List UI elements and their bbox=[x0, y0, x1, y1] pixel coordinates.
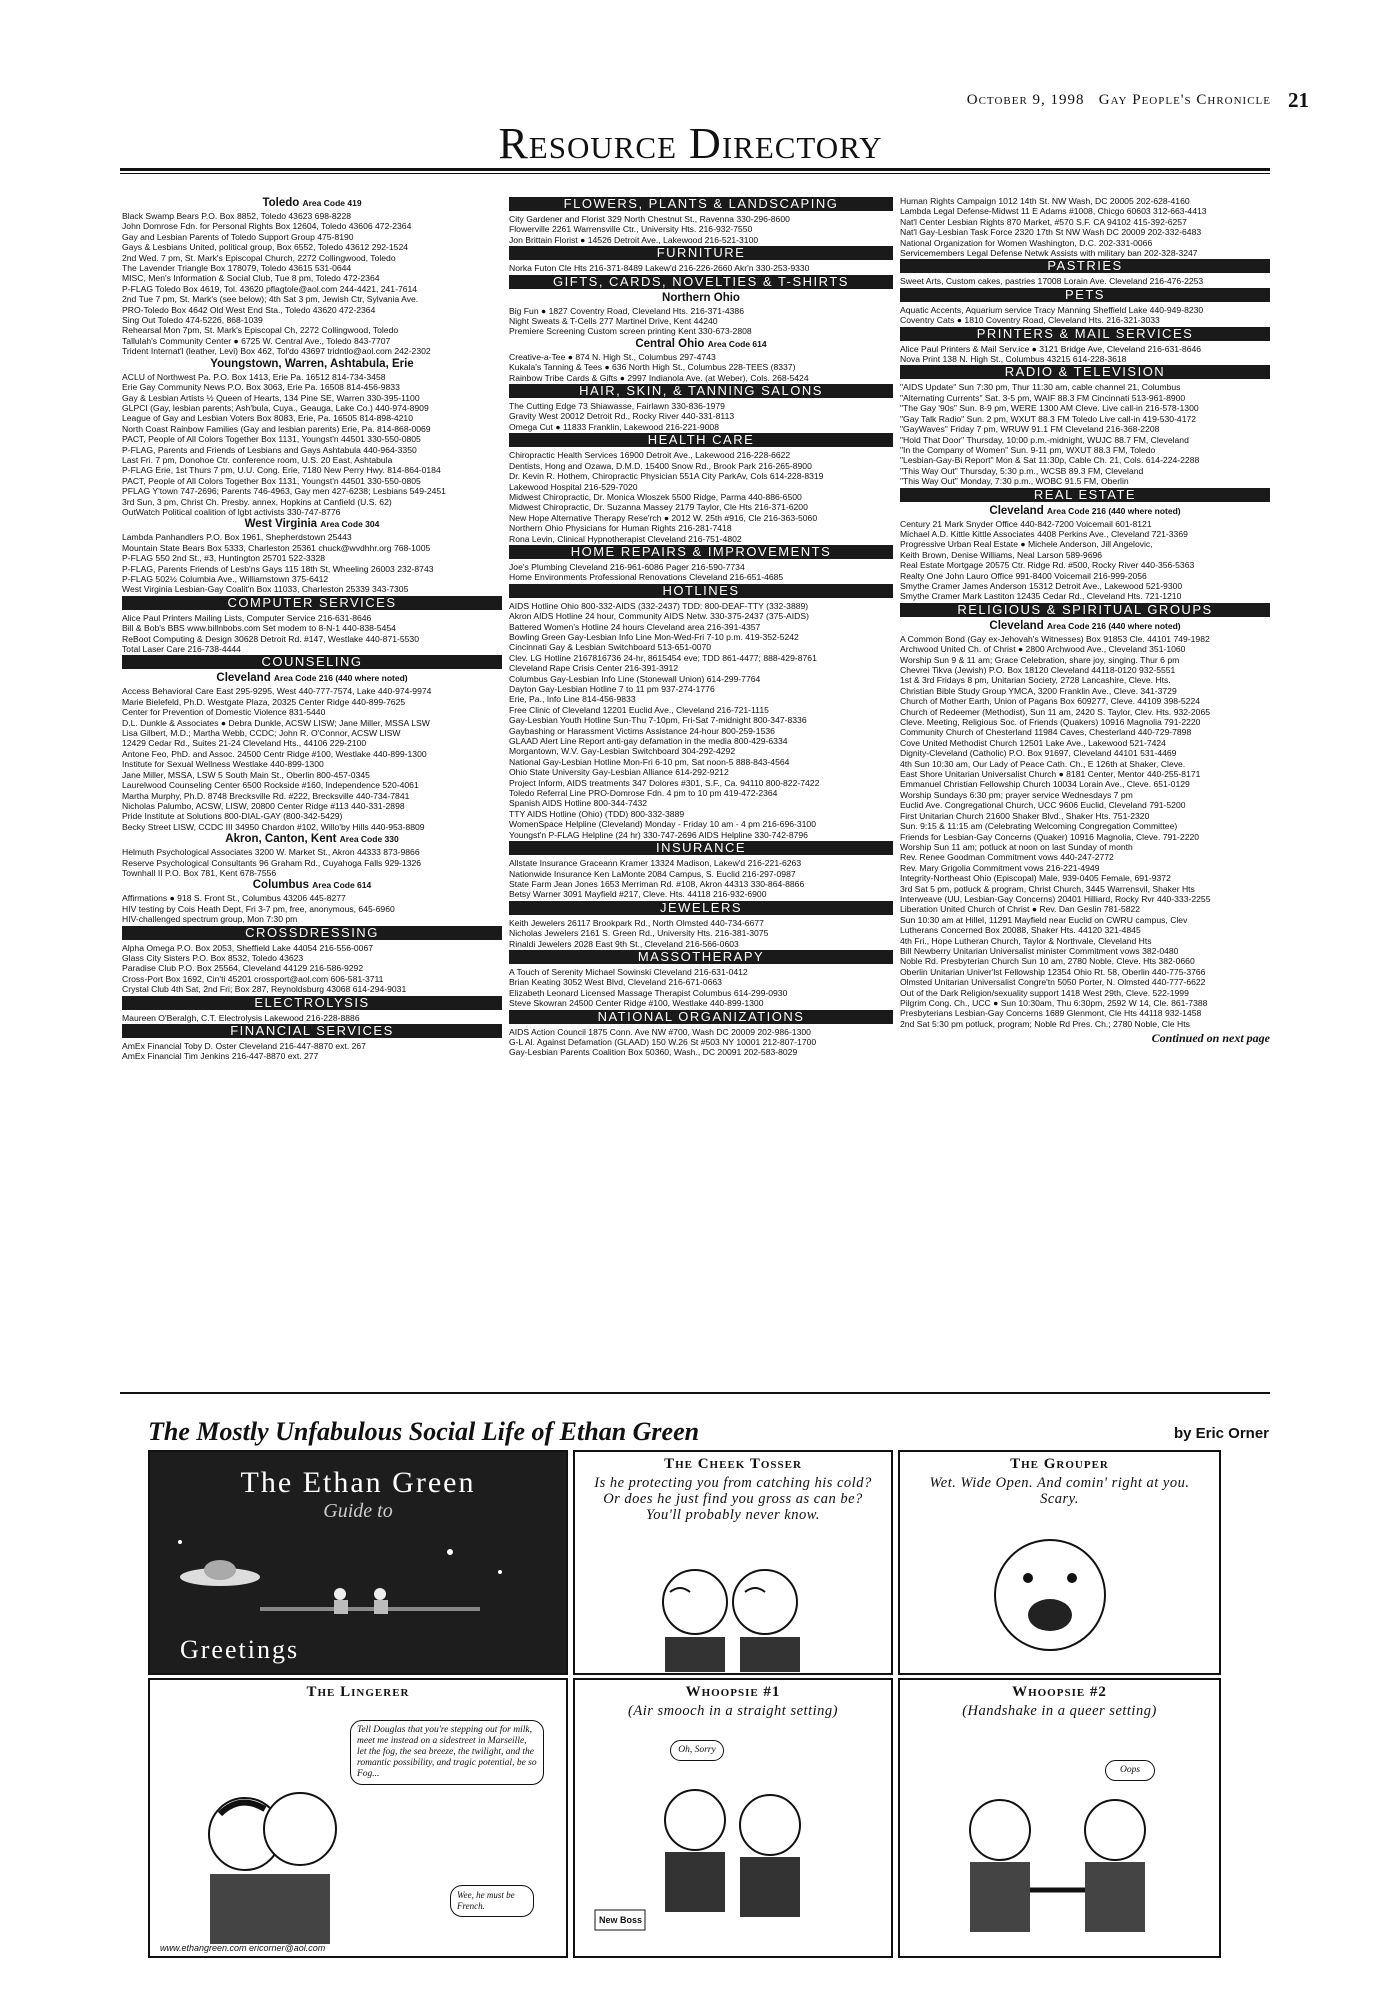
directory-entry: P-FLAG Toledo Box 4619, Tol. 43620 pflagtole@aol.com 244-4421, 241-7614 bbox=[122, 283, 418, 294]
comic-url: www.ethangreen.com ericorner@aol.com bbox=[160, 1943, 326, 1953]
comic-byline: by Eric Orner bbox=[1173, 1425, 1269, 1442]
directory-entry: Institute for Sexual Wellness Westlake 440-899-1300 bbox=[122, 759, 324, 770]
directory-entry: North Coast Rainbow Families (Gay and lesbian parents) Erie, Pa. 814-868-0069 bbox=[122, 423, 431, 434]
directory-entry: Spanish AIDS Hotline 800-344-7432 bbox=[509, 798, 648, 809]
directory-entry: Kukala's Tanning & Tees ● 636 North High St., Columbus 228-TEES (8337) bbox=[509, 362, 796, 373]
directory-entry: Jane Miller, MSSA, LSW 5 South Main St., Oberlin 800-457-0345 bbox=[122, 769, 370, 780]
directory-entry: Home Environments Professional Renovations Cleveland 216-651-4685 bbox=[509, 572, 784, 583]
region-subheading: Columbus Area Code 614 bbox=[252, 879, 372, 892]
region-subheading: Cleveland Area Code 216 (440 where noted) bbox=[989, 504, 1181, 517]
directory-entry: Integrity-Northeast Ohio (Episcopal) Male, 939-0405 Female, 691-9372 bbox=[900, 873, 1171, 884]
directory-entry: Emmanuel Christian Fellowship Church 10034 Lorain Ave., Cleve. 651-0129 bbox=[900, 779, 1190, 790]
directory-entry: Century 21 Mark Snyder Office 440-842-7200 Voicemail 601-8121 bbox=[900, 518, 1152, 529]
directory-entry: West Virginia Lesbian-Gay Coalit'n Box 11033, Charleston 25339 343-7305 bbox=[122, 584, 409, 595]
section-header: HEALTH CARE bbox=[509, 433, 893, 447]
directory-entry: Glass City Sisters P.O. Box 8532, Toledo 43623 bbox=[122, 952, 304, 963]
directory-entry: Ohio State University Gay-Lesbian Alliance 614-292-9212 bbox=[509, 767, 729, 778]
directory-entry: Michael A.D. Kittle Kittle Associates 4408 Perkins Ave., Cleveland 721-3369 bbox=[900, 528, 1188, 539]
directory-entry: 1st & 3rd Fridays 8 pm, Unitarian Society, 2728 Lancashire, Cleve. Hts. bbox=[900, 675, 1171, 686]
section-header: FURNITURE bbox=[509, 246, 893, 260]
region-subheading: Cleveland Area Code 216 (440 where noted) bbox=[989, 619, 1181, 632]
comic-title: The Mostly Unfabulous Social Life of Ethan Green bbox=[148, 1417, 700, 1446]
directory-entry: Dr. Kevin R. Hothem, Chiropractic Physician 551A City ParkAv, Cols 614-228-8319 bbox=[509, 471, 824, 482]
directory-entry: PRO-Toledo Box 4642 Old West End Sta., Toledo 43620 472-2364 bbox=[122, 304, 376, 315]
directory-column-3 bbox=[900, 196, 1270, 1044]
directory-entry: A Touch of Serenity Michael Sowinski Cleveland 216-631-0412 bbox=[509, 966, 748, 977]
directory-entry: Jon Brittain Florist ● 14526 Detroit Ave., Lakewood 216-521-3100 bbox=[509, 234, 759, 245]
directory-entry: Big Fun ● 1827 Coventry Road, Cleveland Hts. 216-371-4386 bbox=[509, 305, 744, 316]
directory-entry: HIV testing by Cois Heath Dept, Fri 3-7 pm, free, anonymous, 645-6960 bbox=[122, 903, 395, 914]
directory-entry: Creative-a-Tee ● 874 N. High St., Columbus 297-4743 bbox=[509, 351, 716, 362]
directory-entry: 4th Fri., Hope Lutheran Church, Taylor & Northvale, Cleveland Hts bbox=[900, 935, 1152, 946]
directory-entry: Clev. LG Hotline 2167816736 24-hr, 8615454 eve; TDD 861-4477; 888-429-8761 bbox=[509, 652, 817, 663]
directory-entry: Worship Sundays 6:30 pm; prayer service Wednesdays 7 pm bbox=[900, 789, 1133, 800]
speech-bubble: Oops bbox=[1105, 1760, 1155, 1781]
directory-entry: Nat'l Gay-Lesbian Task Force 2320 17th St NW Wash DC 20009 202-332-6483 bbox=[900, 227, 1202, 238]
directory-entry: MISC, Men's Information & Social Club, Tue 8 pm, Toledo 472-2364 bbox=[122, 273, 380, 284]
directory-entry: "In the Company of Women" Sun. 9-11 pm, WXUT 88.3 FM, Toledo bbox=[900, 444, 1156, 455]
directory-entry: OutWatch Political coalition of lgbt activists 330-747-8776 bbox=[122, 506, 341, 517]
directory-entry: GLAAD Alert Line Report anti-gay defamation in the media 800-429-6334 bbox=[509, 736, 788, 747]
directory-entry: 2nd Tue 7 pm, St. Mark's (see below); 4th Sat 3 pm, Jewish Ctr, Sylvania Ave. bbox=[122, 294, 419, 305]
directory-entry: Pride Institute at Solutions 800-DIAL-GAY (800-342-5429) bbox=[122, 811, 343, 822]
directory-entry: Battered Women's Hotline 24 hours Cleveland area 216-391-4357 bbox=[509, 621, 761, 632]
directory-entry: Erie, Pa., Info Line 814-456-9833 bbox=[509, 694, 636, 705]
directory-entry: Joe's Plumbing Cleveland 216-961-6086 Pager 216-590-7734 bbox=[509, 561, 745, 572]
directory-entry: Archwood United Ch. of Christ ● 2800 Archwood Ave., Cleveland 351-1060 bbox=[900, 644, 1186, 655]
directory-entry: Nicholas Jewelers 2161 S. Green Rd., University Hts. 216-381-3075 bbox=[509, 928, 769, 939]
handshake-illustration bbox=[900, 1740, 1219, 1950]
directory-entry: Reserve Psychological Consultants 96 Graham Rd., Cuyahoga Falls 929-1326 bbox=[122, 857, 422, 868]
directory-entry: New Hope Alternative Therapy Rese'rch ● 2012 W. 25th #916, Cle 216-363-5060 bbox=[509, 512, 818, 523]
directory-entry: Youngst'n P-FLAG Helpline (24 hr) 330-747-2696 AIDS Helpline 330-742-8796 bbox=[509, 829, 808, 840]
directory-entry: Sun. 9:15 & 11:15 am (Celebrating Welcoming Congregation Committee) bbox=[900, 821, 1178, 832]
directory-entry: Gay-Lesbian Parents Coalition Box 50360, Wash., DC 20091 202-583-8029 bbox=[509, 1047, 798, 1058]
region-subheading: West Virginia Area Code 304 bbox=[244, 518, 380, 531]
directory-entry: Midwest Chiropractic, Dr. Suzanna Massey 2179 Taylor, Cle Hts 216-371-6200 bbox=[509, 502, 808, 513]
directory-entry: Nova Print 138 N. High St., Columbus 43215 614-228-3618 bbox=[900, 354, 1127, 365]
section-header: COUNSELING bbox=[122, 655, 502, 669]
section-header: HAIR, SKIN, & TANNING SALONS bbox=[509, 384, 893, 398]
directory-entry: "GayWaves" Friday 7 pm, WRUW 91.1 FM Cleveland 216-368-2208 bbox=[900, 424, 1160, 435]
directory-entry: Gays & Lesbians United, political group, Box 6552, Toledo 43612 292-1524 bbox=[122, 242, 409, 253]
comic-panel-lingerer bbox=[148, 1678, 568, 1958]
directory-entry: Christian Bible Study Group YMCA, 3200 Franklin Ave., Cleve. 341-3729 bbox=[900, 685, 1177, 696]
directory-entry: Chevrei Tikva (Jewish) P.O. Box 18120 Cleveland 44118-0120 932-5551 bbox=[900, 665, 1176, 675]
directory-entry: "This Way Out" Thursday, 5:30 p.m., WCSB 89.3 FM, Cleveland bbox=[900, 465, 1144, 476]
panel-title: Whoopsie #2 bbox=[1012, 1684, 1107, 1700]
directory-entry: Sweet Arts, Custom cakes, pastries 17008 Lorain Ave. Cleveland 216-476-2253 bbox=[900, 276, 1204, 287]
section-header: PASTRIES bbox=[900, 259, 1270, 273]
section-header: COMPUTER SERVICES bbox=[122, 596, 502, 610]
directory-entry: Allstate Insurance Graceann Kramer 13324 Madison, Lakew'd 216-221-6263 bbox=[509, 858, 802, 869]
directory-entry: Pilgrim Cong. Ch., UCC ● Sun 10:30am, Thu 6:30pm, 2592 W 14, Cle. 861-7388 bbox=[900, 998, 1208, 1008]
directory-entry: Access Behavioral Care East 295-9295, West 440-777-7574, Lake 440-974-9974 bbox=[122, 686, 432, 697]
directory-entry: Olmsted Unitarian Universalist Congre'tn 5050 Porter, N. Olmsted 440-777-6622 bbox=[900, 977, 1206, 988]
directory-entry: AIDS Action Council 1875 Conn. Ave NW #700, Wash DC 20009 202-986-1300 bbox=[509, 1026, 811, 1037]
directory-entry: Gay and Lesbian Parents of Toledo Support Group 475-8190 bbox=[122, 231, 354, 242]
directory-entry: Total Laser Care 216-738-4444 bbox=[122, 644, 241, 655]
speech-bubble-short: Wee, he must be French. bbox=[450, 1885, 534, 1917]
directory-entry: Lakewood Hospital 216-529-7020 bbox=[509, 481, 638, 492]
continued-note: Continued on next page bbox=[1151, 1031, 1270, 1046]
directory-entry: Chiropractic Health Services 16900 Detroit Ave., Lakewood 216-228-6622 bbox=[509, 450, 791, 461]
directory-entry: Morgantown, W.V. Gay-Lesbian Switchboard 304-292-4292 bbox=[509, 746, 736, 757]
directory-entry: Oberlin Unitarian Univer'lst Fellowship 12354 Ohio Rt. 58, Oberlin 440-775-3766 bbox=[900, 966, 1206, 977]
directory-entry: Sun 10:30 am at Hillel, 11291 Mayfield near Euclid on CWRU campus, Clev bbox=[900, 914, 1188, 925]
guide-subtitle: Guide to bbox=[323, 1500, 393, 1522]
panel-caption: (Air smooch in a straight setting) bbox=[628, 1703, 838, 1719]
section-header: NATIONAL ORGANIZATIONS bbox=[509, 1010, 893, 1024]
directory-entry: First Unitarian Church 21600 Shaker Blvd., Shaker Hts. 751-2320 bbox=[900, 810, 1150, 821]
directory-entry: ACLU of Northwest Pa. P.O. Box 1413, Erie Pa. 16512 814-734-3458 bbox=[122, 371, 386, 382]
directory-entry: Church of Redeemer (Methodist), Sun 11 am, 2420 S. Taylor, Clev. Hts. 932-2065 bbox=[900, 706, 1211, 717]
directory-entry: PACT, People of All Colors Together Box 1131, Youngst'n 44501 330-550-0805 bbox=[122, 434, 421, 445]
directory-entry: 3rd Sat 5 pm, potluck & program, Christ Church, 3445 Warrensvil, Shaker Hts bbox=[900, 883, 1195, 894]
section-header: RELIGIOUS & SPIRITUAL GROUPS bbox=[900, 603, 1270, 617]
directory-column-1 bbox=[122, 196, 502, 1062]
issue-date-and-paper: October 9, 1998 Gay People's Chronicle bbox=[966, 92, 1271, 108]
section-header: HOME REPAIRS & IMPROVEMENTS bbox=[509, 545, 893, 559]
directory-entry: Rona Levin, Clinical Hypnotherapist Cleveland 216-751-4802 bbox=[509, 533, 742, 544]
section-header: FLOWERS, PLANTS & LANDSCAPING bbox=[509, 197, 893, 211]
directory-entry: Progressive Urban Real Estate ● Michele Anderson, Jill Angelovic, bbox=[900, 539, 1153, 550]
directory-entry: Gay-Lesbian Youth Hotline Sun-Thu 7-10pm, Fri-Sat 7-midnight 800-347-8336 bbox=[509, 715, 807, 726]
region-subheading: Toledo Area Code 419 bbox=[262, 197, 362, 209]
directory-entry: Out of the Dark Religion/sexuality support 1418 West 29th, Cleve. 522-1999 bbox=[900, 987, 1189, 998]
directory-entry: Erie Gay Community News P.O. Box 3063, Erie Pa. 16508 814-456-9833 bbox=[122, 382, 400, 393]
directory-entry: Alpha Omega P.O. Box 2053, Sheffield Lake 44054 216-556-0067 bbox=[122, 942, 373, 953]
directory-entry: Alice Paul Printers Mailing Lists, Computer Service 216-631-8646 bbox=[122, 612, 372, 623]
directory-entry: Cleveland Rape Crisis Center 216-391-3912 bbox=[509, 663, 679, 674]
directory-entry: Akron AIDS Hotline 24 hour, Community AIDS Netw. 330-375-2437 (375-AIDS) bbox=[509, 611, 809, 622]
comic-panel-guide bbox=[148, 1450, 568, 1675]
directory-entry: Cove United Methodist Church 12501 Lake Ave., Lakewood 521-7424 bbox=[900, 737, 1166, 748]
region-subheading: Northern Ohio bbox=[662, 291, 740, 304]
panel-title: Whoopsie #1 bbox=[685, 1684, 781, 1700]
flying-saucer-illustration bbox=[150, 1522, 568, 1642]
directory-entry: Antone Feo, PhD. and Assoc. 24500 Centr Ridge #100, Westlake 440-899-1300 bbox=[122, 748, 427, 759]
directory-entry: East Shore Unitarian Universalist Church ● 8181 Center, Mentor 440-255-8171 bbox=[900, 769, 1201, 780]
directory-entry: Flowerville 2261 Warrensville Ctr., University Hts. 216-932-7550 bbox=[509, 224, 753, 235]
directory-entry: Real Estate Mortgage 20575 Ctr. Ridge Rd. #500, Rocky River 440-356-5363 bbox=[900, 560, 1195, 571]
comic-panel-whoopsie-1 bbox=[573, 1678, 893, 1958]
directory-entry: GLPCI (Gay, lesbian parents; Ash'bula, Cuya., Geauga, Lake Co.) 440-974-8909 bbox=[122, 402, 429, 413]
panel-caption: (Handshake in a queer setting) bbox=[962, 1703, 1157, 1719]
directory-entry: Friends for Lesbian-Gay Concerns (Quaker) 10916 Magnolia, Cleve. 791-2220 bbox=[900, 831, 1200, 842]
directory-entry: Martha Murphy, Ph.D. 8748 Brecksville Rd. #222, Brecksville 440-734-7841 bbox=[122, 790, 410, 801]
directory-entry: Community Church of Chesterland 11984 Caves, Chesterland 440-729-7898 bbox=[900, 727, 1192, 738]
directory-entry: Worship Sun 11 am; potluck at noon on last Sunday of month bbox=[900, 841, 1133, 852]
directory-entry: Smythe Cramer James Anderson 15312 Detroit Ave., Lakewood 521-9300 bbox=[900, 580, 1183, 591]
directory-entry: Rev. Mary Grigolia Commitment vows 216-221-4949 bbox=[900, 862, 1100, 873]
directory-entry: 2nd Wed. 7 pm, St. Mark's Episcopal Church, 2272 Collingwood, Toledo bbox=[122, 252, 396, 263]
directory-entry: Townhall II P.O. Box 781, Kent 678-7556 bbox=[122, 867, 277, 878]
directory-entry: WomenSpace Helpline (Cleveland) Monday - Friday 10 am - 4 pm 216-696-3100 bbox=[509, 819, 816, 830]
directory-entry: Black Swamp Bears P.O. Box 8852, Toledo 43623 698-8228 bbox=[122, 211, 352, 221]
directory-column-2 bbox=[509, 196, 893, 1058]
section-header: FINANCIAL SERVICES bbox=[122, 1024, 502, 1038]
section-header: GIFTS, CARDS, NOVELTIES & T-SHIRTS bbox=[509, 275, 893, 289]
directory-entry: 2nd Sat 5:30 pm potluck, program; Noble Rd Pres. Ch.; 2780 Noble, Cle Hts bbox=[900, 1018, 1190, 1029]
directory-entry: Dayton Gay-Lesbian Hotline 7 to 11 pm 937-274-1776 bbox=[509, 684, 715, 694]
region-subheading: Youngstown, Warren, Ashtabula, Erie bbox=[210, 357, 414, 370]
directory-entry: Servicemembers Legal Defense Netwk Assists with military ban 202-328-3247 bbox=[900, 248, 1198, 259]
directory-entry: Mountain State Bears Box 5333, Charleston 25361 chuck@wvdhhr.org 768-1005 bbox=[122, 542, 431, 553]
page-number: 21 bbox=[1288, 88, 1309, 112]
region-subheading: Akron, Canton, Kent Area Code 330 bbox=[225, 833, 399, 846]
comic-panel-grouper bbox=[898, 1450, 1221, 1675]
directory-entry: Gaybashing or Harassment Victims Assistance 24-hour 800-259-1536 bbox=[509, 725, 775, 736]
directory-entry: Dignity-Cleveland (Catholic) P.O. Box 91697, Cleveland 44101 531-4469 bbox=[900, 748, 1177, 759]
directory-entry: AIDS Hotline Ohio 800-332-AIDS (332-2437) TDD: 800-DEAF-TTY (332-3889) bbox=[509, 600, 809, 611]
panel-caption: Wet. Wide Open. And comin' right at you. Scary. bbox=[929, 1475, 1190, 1507]
directory-entry: P-FLAG, Parents and Friends of Lesbians and Gays Ashtabula 440-964-3350 bbox=[122, 444, 417, 455]
directory-entry: Church of Mother Earth, Union of Pagans Box 609277, Cleve. 44109 398-5224 bbox=[900, 696, 1201, 707]
page-title: Resource Directory bbox=[498, 119, 883, 168]
directory-entry: Free Clinic of Cleveland 12201 Euclid Ave., Cleveland 216-721-1115 bbox=[509, 704, 769, 715]
directory-entry: National Organization for Women Washington, D.C. 202-331-0066 bbox=[900, 237, 1153, 248]
directory-entry: Last Fri. 7 pm, Donohoe Ctr. conference room, U.S. 20 East, Ashtabula bbox=[122, 454, 393, 465]
section-header: JEWELERS bbox=[509, 901, 893, 915]
directory-entry: Brian Keating 3052 West Blvd, Cleveland 216-671-0663 bbox=[509, 977, 722, 988]
section-header: CROSSDRESSING bbox=[122, 926, 502, 940]
panel-title: The Cheek Tosser bbox=[664, 1456, 802, 1472]
directory-entry: National Gay-Lesbian Hotline Mon-Fri 6-10 pm, Sat noon-5 888-843-4564 bbox=[509, 756, 790, 767]
section-header: ELECTROLYSIS bbox=[122, 996, 502, 1010]
directory-entry: P-FLAG 550 2nd St., #3, Huntington 25701 522-3328 bbox=[122, 553, 326, 564]
directory-entry: Rinaldi Jewelers 2028 East 9th St., Cleveland 216-566-0603 bbox=[509, 938, 739, 949]
directory-entry: League of Gay and Lesbian Voters Box 8083, Erie, Pa. 16505 814-898-4210 bbox=[122, 413, 413, 424]
directory-entry: HIV-challenged spectrum group, Mon 7:30 pm bbox=[122, 914, 298, 925]
directory-entry: Omega Cut ● 11833 Franklin, Lakewood 216-221-9008 bbox=[509, 421, 719, 432]
directory-entry: Marie Bielefeld, Ph.D. Westgate Plaza, 20325 Center Ridge 440-899-7625 bbox=[122, 696, 406, 707]
directory-entry: Noble Rd. Presbyterian Church Sun 10 am, 2780 Noble, Cleve. Hts 382-0660 bbox=[900, 956, 1195, 967]
directory-entry: Northern Ohio Physicians for Human Rights 216-281-7418 bbox=[509, 523, 732, 534]
directory-entry: Keith Jewelers 26117 Brookpark Rd., North Olmsted 440-734-6677 bbox=[509, 917, 764, 928]
directory-entry: Liberation United Church of Christ ● Rev. Dan Geslin 781-5822 bbox=[900, 904, 1141, 915]
title-rule-bottom bbox=[120, 173, 1270, 174]
directory-entry: The Lavender Triangle Box 178079, Toledo 43615 531-0644 bbox=[122, 263, 352, 274]
directory-entry: Crystal Club 4th Sat, 2nd Fri; Box 287, Reynoldsburg 43068 614-294-9031 bbox=[122, 984, 407, 995]
directory-entry: Nat'l Center Lesbian Rights 870 Market, #570 S.F. CA 94102 415-392-6257 bbox=[900, 216, 1187, 227]
directory-entry: Elizabeth Leonard Licensed Massage Therapist Columbus 614-299-0930 bbox=[509, 987, 788, 998]
directory-entry: ReBoot Computing & Design 30628 Detroit Rd. #147, Westlake 440-871-5530 bbox=[122, 633, 419, 644]
directory-entry: Becky Street LISW, CCDC III 34950 Chardon #102, Willo'by Hills 440-953-8809 bbox=[122, 821, 425, 832]
directory-entry: Human Rights Campaign 1012 14th St. NW Wash, DC 20005 202-628-4160 bbox=[900, 196, 1190, 206]
section-header: REAL ESTATE bbox=[900, 488, 1270, 502]
region-subheading: Cleveland Area Code 216 (440 where noted) bbox=[216, 672, 408, 685]
directory-entry: "AIDS Update" Sun 7:30 pm, Thur 11:30 am, cable channel 21, Columbus bbox=[900, 382, 1181, 393]
directory-entry: Euclid Ave. Congregational Church, UCC 9606 Euclid, Cleveland 791-5200 bbox=[900, 800, 1186, 811]
directory-entry: Realty One John Lauro Office 991-8400 Voicemail 216-999-2056 bbox=[900, 570, 1147, 581]
directory-entry: "Alternating Currents" Sat. 3-5 pm, WAIF 88.3 FM Cincinnati 513-961-8900 bbox=[900, 392, 1186, 403]
section-divider bbox=[120, 1392, 1270, 1394]
directory-entry: "Hold That Door" Thursday, 10:00 p.m.-midnight, WUJC 88.7 FM, Cleveland bbox=[900, 434, 1189, 445]
directory-entry: AmEx Financial Tim Jenkins 216-447-8870 ext. 277 bbox=[122, 1051, 319, 1062]
directory-entry: Bill & Bob's BBS www.billnbobs.com Set modem to 8-N-1 440-838-5454 bbox=[122, 623, 396, 634]
directory-entry: Steve Skowran 24500 Center Ridge #100, Westlake 440-899-1300 bbox=[509, 998, 764, 1009]
directory-entry: Affirmations ● 918 S. Front St., Columbus 43206 445-8277 bbox=[122, 893, 346, 904]
directory-entry: Smythe Cramer Mark Lastiton 12435 Cedar Rd., Cleveland Hts. 721-1210 bbox=[900, 591, 1182, 602]
speech-bubble: Oh, Sorry bbox=[670, 1740, 724, 1761]
speech-bubble-long: Tell Douglas that you're stepping out for milk, meet me instead on a sidestreet in Marseille, let the fog, the sea breeze, the twilight, and the romantic possibility, and tragic potential, be so Fog... bbox=[350, 1720, 544, 1785]
directory-entry: Rainbow Tribe Cards & Gifts ● 2997 Indianola Ave. (at Weber), Cols. 268-5424 bbox=[509, 372, 809, 383]
directory-entry: Gravity West 20012 Detroit Rd., Rocky River 440-331-8113 bbox=[509, 411, 735, 422]
panel-title: The Grouper bbox=[1010, 1456, 1109, 1472]
directory-entry: Gay & Lesbian Artists ½ Queen of Hearts, 134 Pine SE, Warren 330-395-1100 bbox=[122, 392, 420, 403]
directory-entry: City Gardener and Florist 329 North Chestnut St., Ravenna 330-296-8600 bbox=[509, 214, 790, 224]
directory-entry: Columbus Gay-Lesbian Info Line (Stonewall Union) 614-299-7764 bbox=[509, 673, 761, 684]
directory-entry: John Domrose Fdn. for Personal Rights Box 12604, Toledo 43606 472-2364 bbox=[122, 221, 412, 232]
directory-entry: Nicholas Palumbo, ACSW, LISW, 20800 Center Ridge #113 440-331-2898 bbox=[122, 800, 405, 811]
grouper-illustration bbox=[900, 1520, 1219, 1670]
sign-label: New Boss bbox=[599, 1915, 643, 1925]
directory-entry: Trident Internat'l (leather, Levi) Box 462, Tol'do 43697 tridntlo@aol.com 242-2302 bbox=[122, 346, 431, 357]
section-header: PRINTERS & MAIL SERVICES bbox=[900, 327, 1270, 341]
directory-entry: Nationwide Insurance Ken LaMonte 2084 Campus, S. Euclid 216-297-0987 bbox=[509, 868, 796, 879]
directory-entry: Laurelwood Counseling Center 6500 Rockside #160, Independence 520-4061 bbox=[122, 780, 419, 791]
directory-entry: G-L Al. Against Defamation (GLAAD) 150 W.26 St #503 NY 10001 212-807-1700 bbox=[509, 1036, 817, 1047]
directory-entry: "Lesbian-Gay-Bi Report" Mon & Sat 11:30p, Cable Ch. 21, Cols. 614-224-2288 bbox=[900, 455, 1200, 466]
directory-entry: Keith Brown, Denise Williams, Neal Larson 589-9696 bbox=[900, 549, 1103, 560]
directory-entry: Norka Futon Cle Hts 216-371-8489 Lakew'd 216-226-2660 Akr'n 330-253-9330 bbox=[509, 263, 810, 274]
cheek-toss-illustration bbox=[575, 1532, 891, 1672]
directory-entry: Presbyterians Lesbian-Gay Concerns 1689 Glenmont, Cle Hts 44118 932-1458 bbox=[900, 1008, 1202, 1019]
directory-entry: Interweave (UU, Lesbian-Gay Concerns) 20401 Hilliard, Rocky Rvr 440-333-2255 bbox=[900, 893, 1211, 904]
directory-entry: "This Way Out" Monday, 7:30 p.m., WOBC 91.5 FM, Oberlin bbox=[900, 476, 1129, 487]
directory-entry: Project Inform, AIDS treatments 347 Dolores #301, S.F., Ca. 94110 800-822-7422 bbox=[509, 777, 820, 788]
directory-entry: Cincinnati Gay & Lesbian Switchboard 513-651-0070 bbox=[509, 642, 712, 653]
directory-entry: TTY AIDS Hotline (Ohio) (TDD) 800-332-3889 bbox=[509, 808, 685, 819]
directory-entry: Tallulah's Community Center ● 6725 W. Central Ave., Toledo 843-7707 bbox=[122, 335, 391, 346]
directory-entry: The Cutting Edge 73 Shiawasse, Fairlawn 330-836-1979 bbox=[509, 401, 725, 412]
directory-entry: Rehearsal Mon 7pm, St. Mark's Episcopal Ch, 2272 Collingwood, Toledo bbox=[122, 325, 399, 336]
directory-entry: 4th Sun 10:30 am, Our Lady of Peace Cath. Ch., E 126th at Shaker, Cleve. bbox=[900, 758, 1186, 769]
directory-entry: D.L. Dunkle & Associates ● Debra Dunkle, ACSW LISW; Jane Miller, MSSA LSW bbox=[122, 717, 430, 728]
directory-entry: 12429 Cedar Rd., Suites 21-24 Cleveland Hts., 44106 229-2100 bbox=[122, 738, 367, 749]
panel-caption: Is he protecting you from catching his cold? Or does he just find you gross as can be? You'll probably never know. bbox=[594, 1475, 872, 1523]
directory-entry: Toledo Referral Line PRO-Domrose Fdn. 4 pm to 10 pm 419-472-2364 bbox=[509, 788, 778, 799]
directory-entry: Bowling Green Gay-Lesbian Info Line Mon-Wed-Fri 7-10 p.m. 419-352-5242 bbox=[509, 631, 799, 642]
directory-entry: P-FLAG, Parents Friends of Lesb'ns Gays 115 18th St, Wheeling 26003 232-8743 bbox=[122, 563, 434, 574]
directory-entry: P-FLAG Erie, 1st Thurs 7 pm, U.U. Cong. Erie, 7180 New Perry Hwy. 814-864-0184 bbox=[122, 465, 441, 476]
title-rule-top bbox=[120, 168, 1270, 171]
section-header: PETS bbox=[900, 288, 1270, 302]
directory-entry: Lisa Gilbert, M.D.; Martha Webb, CCDC; John R. O'Connor, ACSW LISW bbox=[122, 728, 401, 739]
directory-entry: Lambda Panhandlers P.O. Box 1961, Shepherdstown 25443 bbox=[122, 532, 352, 543]
directory-entry: "Gay Talk Radio" Sun. 2 pm, WXUT 88.3 FM Toledo Live call-in 419-530-4172 bbox=[900, 413, 1197, 424]
directory-entry: P-FLAG 502½ Columbia Ave., Williamstown 375-6412 bbox=[122, 574, 329, 584]
panel-title: The Lingerer bbox=[306, 1684, 410, 1700]
directory-entry: Lutherans Concerned Box 20088, Shaker Hts. 44120 321-4845 bbox=[900, 925, 1141, 936]
directory-entry: Coventry Cats ● 1810 Coventry Road, Cleveland Hts. 216-321-3033 bbox=[900, 315, 1160, 326]
directory-entry: Lambda Legal Defense-Midwst 11 E Adams #1008, Chicgo 60603 312-663-4413 bbox=[900, 206, 1207, 217]
directory-entry: Paradise Club P.O. Box 25564, Cleveland 44129 216-586-9292 bbox=[122, 963, 364, 974]
directory-entry: AmEx Financial Toby D. Oster Cleveland 216-447-8870 ext. 267 bbox=[122, 1041, 366, 1051]
directory-entry: Betsy Warner 3091 Mayfield #217, Cleve. Hts. 44118 216-932-6900 bbox=[509, 889, 767, 900]
section-header: RADIO & TELEVISION bbox=[900, 365, 1270, 379]
directory-entry: Night Sweats & T-Cells 277 Martinel Drive, Kent 44240 bbox=[509, 316, 718, 327]
directory-entry: Maureen O'Beralgh, C.T. Electrolysis Lakewood 216-228-8886 bbox=[122, 1012, 360, 1023]
region-subheading: Central Ohio Area Code 614 bbox=[635, 337, 767, 350]
directory-entry: 3rd Sun, 3 pm, Christ Ch. Presby. annex, Hopkins at Canfield (U.S. 62) bbox=[122, 496, 392, 507]
directory-entry: Sing Out Toledo 474-5226, 868-1039 bbox=[122, 315, 263, 326]
greetings-label: Greetings bbox=[180, 1635, 300, 1664]
guide-banner: The Ethan Green bbox=[240, 1466, 476, 1499]
directory-entry: Alice Paul Printers & Mail Serv.ice ● 3121 Bridge Ave, Cleveland 216-631-8646 bbox=[900, 343, 1202, 354]
directory-entry: A Common Bond (Gay ex-Jehovah's Witnesses) Box 91853 Cle. 44101 749-1982 bbox=[900, 633, 1210, 644]
directory-entry: PACT, People of All Colors Together Box 1131, Youngst'n 44501 330-550-0805 bbox=[122, 475, 421, 486]
comic-panel-whoopsie-2 bbox=[898, 1678, 1221, 1958]
directory-entry: Worship Sun 9 & 11 am; Grace Celebration, share joy, singing. Thur 6 pm bbox=[900, 654, 1180, 665]
directory-entry: Aquatic Accents, Aquarium service Tracy Manning Sheffield Lake 440-949-8230 bbox=[900, 304, 1204, 315]
directory-entry: Premiere Screening Custom screen printing Kent 330-673-2808 bbox=[509, 326, 752, 337]
directory-entry: State Farm Jean Jones 1653 Merriman Rd. #108, Akron 44313 330-864-8866 bbox=[509, 878, 805, 889]
directory-entry: PFLAG Y'town 747-2696; Parents 746-4963, Gay men 427-6238; Lesbians 549-2451 bbox=[122, 486, 446, 497]
directory-entry: Midwest Chiropractic, Dr. Monica Wloszek 5500 Ridge, Parma 440-886-6500 bbox=[509, 491, 802, 502]
masthead bbox=[0, 88, 1381, 118]
directory-entry: Cross-Port Box 1692, Cin'ti 45201 crossport@aol.com 606-581-3711 bbox=[122, 973, 384, 984]
directory-entry: "The Gay '90s" Sun. 8-9 pm, WERE 1300 AM Cleve. Live call-in 216-578-1300 bbox=[900, 403, 1199, 414]
directory-entry: Dentists, Hong and Ozawa, D.M.D. 15400 Snow Rd., Brook Park 216-265-8900 bbox=[509, 460, 812, 471]
directory-entry: Rev. Renee Goodman Commitment vows 440-247-2772 bbox=[900, 852, 1114, 863]
comic-panel-cheek-tosser bbox=[573, 1450, 893, 1675]
directory-entry: Center for Prevention of Domestic Violence 831-5440 bbox=[122, 707, 326, 718]
section-header: MASSOTHERAPY bbox=[509, 950, 893, 964]
section-header: HOTLINES bbox=[509, 584, 893, 598]
directory-entry: Helmuth Psychological Associates 3200 W. Market St., Akron 44333 873-9866 bbox=[122, 847, 420, 858]
directory-entry: Cleve. Meeting, Religious Soc. of Friends (Quakers) 10916 Magnolia 791-2220 bbox=[900, 717, 1201, 728]
section-header: INSURANCE bbox=[509, 841, 893, 855]
directory-entry: Bill Newberry Unitarian Universalist minister Commitment vows 382-0480 bbox=[900, 945, 1179, 956]
